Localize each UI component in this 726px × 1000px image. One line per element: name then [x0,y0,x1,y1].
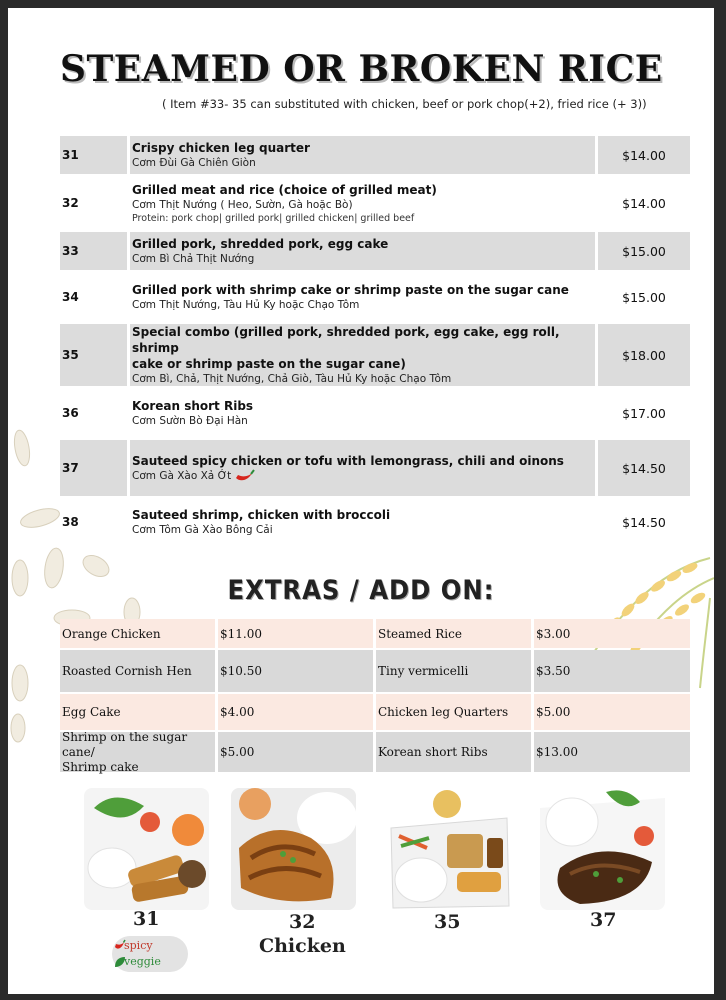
food-photo-32 [231,788,356,914]
item-description [130,136,595,174]
menu-row-35 [60,324,690,386]
menu-row-37 [60,440,690,496]
item-name: Korean short Ribs [132,399,254,413]
extra-name: Steamed Rice [376,619,531,648]
item-description [130,273,595,321]
item-vietnamese-name: Cơm Thịt Nướng ( Heo, Sườn, Gà hoặc Bò) [132,198,353,211]
dish-31-image [84,788,209,910]
item-name: Special combo (grilled pork, shredded pork, egg cake, egg roll, shrimp [132,325,560,355]
item-name: Grilled pork, shredded pork, egg cake [132,237,389,251]
extras-heading: EXTRAS / ADD ON: [227,575,495,606]
menu-row-32 [60,177,690,229]
item-vietnamese-name: Cơm Tôm Gà Xào Bông Cải [132,524,273,536]
chili-icon [233,469,255,483]
item-name-continued: cake or shrimp paste on the sugar cane) [132,357,406,371]
legend-badge [112,936,188,972]
item-vietnamese-name: Cơm Sườn Bò Đại Hàn [132,415,248,427]
item-description [130,389,595,437]
photo-sublabel-32: Chicken [259,935,346,957]
extras-row [60,619,690,648]
food-photo-37 [540,788,665,914]
menu-row-38 [60,499,690,545]
item-name: Sauteed shrimp, chicken with broccoli [132,508,391,522]
extra-name-line1: Shrimp on the sugar cane/ [62,729,188,759]
menu-row-33 [60,232,690,270]
extra-price: $13.00 [534,732,690,772]
menu-row-36 [60,389,690,437]
menu-row-34 [60,273,690,321]
photo-label-31: 31 [133,908,160,930]
extras-row [60,729,690,774]
extra-price: $5.00 [218,732,373,772]
item-number: 36 [62,406,79,420]
photo-label-35: 35 [434,911,461,933]
food-photo-35 [387,788,512,914]
rice-menu-table [60,136,690,548]
extra-name: Egg Cake [60,694,215,730]
legend-spicy-label: spicy [124,939,153,952]
substitution-note: ( Item #33- 35 can substituted with chicken, beef or pork chop(+2), fried rice (+ 3)) [162,97,647,111]
item-name: Grilled meat and rice (choice of grilled meat) [132,182,437,197]
dish-37-image [540,788,665,910]
item-description [130,440,595,496]
item-vietnamese-name: Cơm Gà Xào Xả Ớt [132,470,232,482]
item-description [130,232,595,270]
item-description [130,324,595,386]
item-vietnamese-line [132,469,255,483]
item-name: Crispy chicken leg quarter [132,141,310,155]
extras-table [60,619,690,774]
extra-price: $11.00 [218,619,373,648]
extra-name: Orange Chicken [60,619,215,648]
menu-page [8,8,714,994]
item-price: $17.00 [622,405,666,421]
item-number: 35 [60,324,127,386]
item-number: 38 [62,515,79,529]
extra-name: Roasted Cornish Hen [60,650,215,692]
item-vietnamese-name: Cơm Bì Chả Thịt Nướng [132,253,255,265]
extra-price: $5.00 [534,694,690,730]
menu-row-31 [60,136,690,174]
extra-name: Chicken leg Quarters [376,694,531,730]
extra-price: $10.50 [218,650,373,692]
item-name: Sauteed spicy chicken or tofu with lemongrass, chili and oinons [132,454,564,468]
food-photo-31 [84,788,209,914]
item-price: $15.00 [598,232,690,270]
extra-price: $3.50 [534,650,690,692]
item-number: 37 [60,440,127,496]
extra-name: Korean short Ribs [376,732,531,772]
item-number: 31 [60,136,127,174]
extras-row [60,650,690,692]
dish-32-image [231,788,356,910]
item-vietnamese-name: Cơm Bì, Chả, Thịt Nướng, Chả Giò, Tàu Hủ Ky hoặc Chạo Tôm [132,373,452,385]
item-price: $14.50 [598,440,690,496]
item-number: 34 [62,290,79,304]
extra-price: $3.00 [534,619,690,648]
item-protein-note: Protein: pork chop| grilled pork| grilled chicken| grilled beef [132,212,415,224]
item-price: $14.00 [598,136,690,174]
photo-label-37: 37 [590,909,617,931]
page-title: STEAMED OR BROKEN RICE [60,48,663,90]
item-price: $15.00 [622,289,666,305]
item-description [130,499,595,545]
item-price: $14.00 [622,195,666,211]
photo-label-32: 32 [289,911,316,933]
extra-name [60,729,215,774]
item-description [130,177,595,229]
legend-veggie-label: veggie [124,955,161,968]
dish-35-image [387,788,512,910]
item-price: $14.50 [622,514,666,530]
item-number: 33 [60,232,127,270]
item-number: 32 [62,196,79,210]
item-price: $18.00 [598,324,690,386]
extra-price: $4.00 [218,694,373,730]
item-name: Grilled pork with shrimp cake or shrimp paste on the sugar cane [132,283,569,297]
item-vietnamese-name: Cơm Thịt Nướng, Tàu Hủ Ky hoặc Chạo Tôm [132,299,360,311]
extra-name-line2: Shrimp cake [62,759,139,774]
extra-name: Tiny vermicelli [376,650,531,692]
item-vietnamese-name: Cơm Đùi Gà Chiên Giòn [132,157,256,169]
extras-row [60,694,690,730]
